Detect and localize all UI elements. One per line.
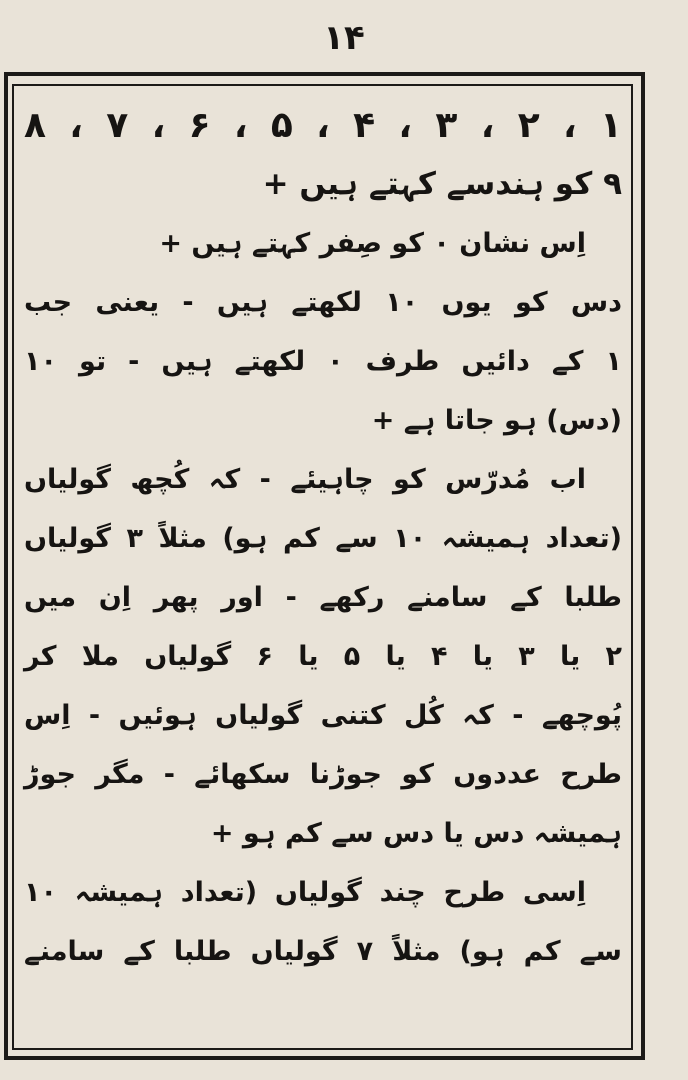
text-line: طرح عددوں کو جوڑنا سکھائے - مگر جوڑ — [24, 759, 622, 790]
text-line: (تعداد ہمیشہ ۱۰ سے کم ہو) مثلاً ۳ گولیاں — [24, 523, 622, 554]
text-line: ۹ کو ہندسے کہتے ہیں + — [262, 166, 622, 202]
text-line: ۲ یا ۳ یا ۴ یا ۵ یا ۶ گولیاں ملا کر — [24, 641, 622, 672]
text-line: طلبا کے سامنے رکھے - اور پھر اِن میں — [24, 582, 622, 613]
text-line: اِس نشان ۰ کو صِفر کہتے ہیں + — [159, 228, 586, 259]
text-line: پُوچھے - کہ کُل کتنی گولیاں ہوئیں - اِس — [24, 700, 622, 731]
text-line: ہمیشہ دس یا دس سے کم ہو + — [210, 818, 622, 849]
page-number: ۱۴ — [323, 18, 365, 58]
text-line: دس کو یوں ۱۰ لکھتے ہیں - یعنی جب — [24, 287, 622, 318]
text-line: ۱ ، ۲ ، ۳ ، ۴ ، ۵ ، ۶ ، ۷ ، ۸ — [24, 105, 622, 146]
text-line: سے کم ہو) مثلاً ۷ گولیاں طلبا کے سامنے — [24, 936, 622, 967]
text-line: اب مُدرّس کو چاہیئے - کہ کُچھ گولیاں — [24, 464, 586, 495]
text-line: ۱ کے دائیں طرف ۰ لکھتے ہیں - تو ۱۰ — [24, 346, 622, 377]
text-line: (دس) ہو جاتا ہے + — [371, 405, 622, 436]
text-line: اِسی طرح چند گولیاں (تعداد ہمیشہ ۱۰ — [24, 877, 586, 908]
page-body — [18, 96, 628, 1046]
